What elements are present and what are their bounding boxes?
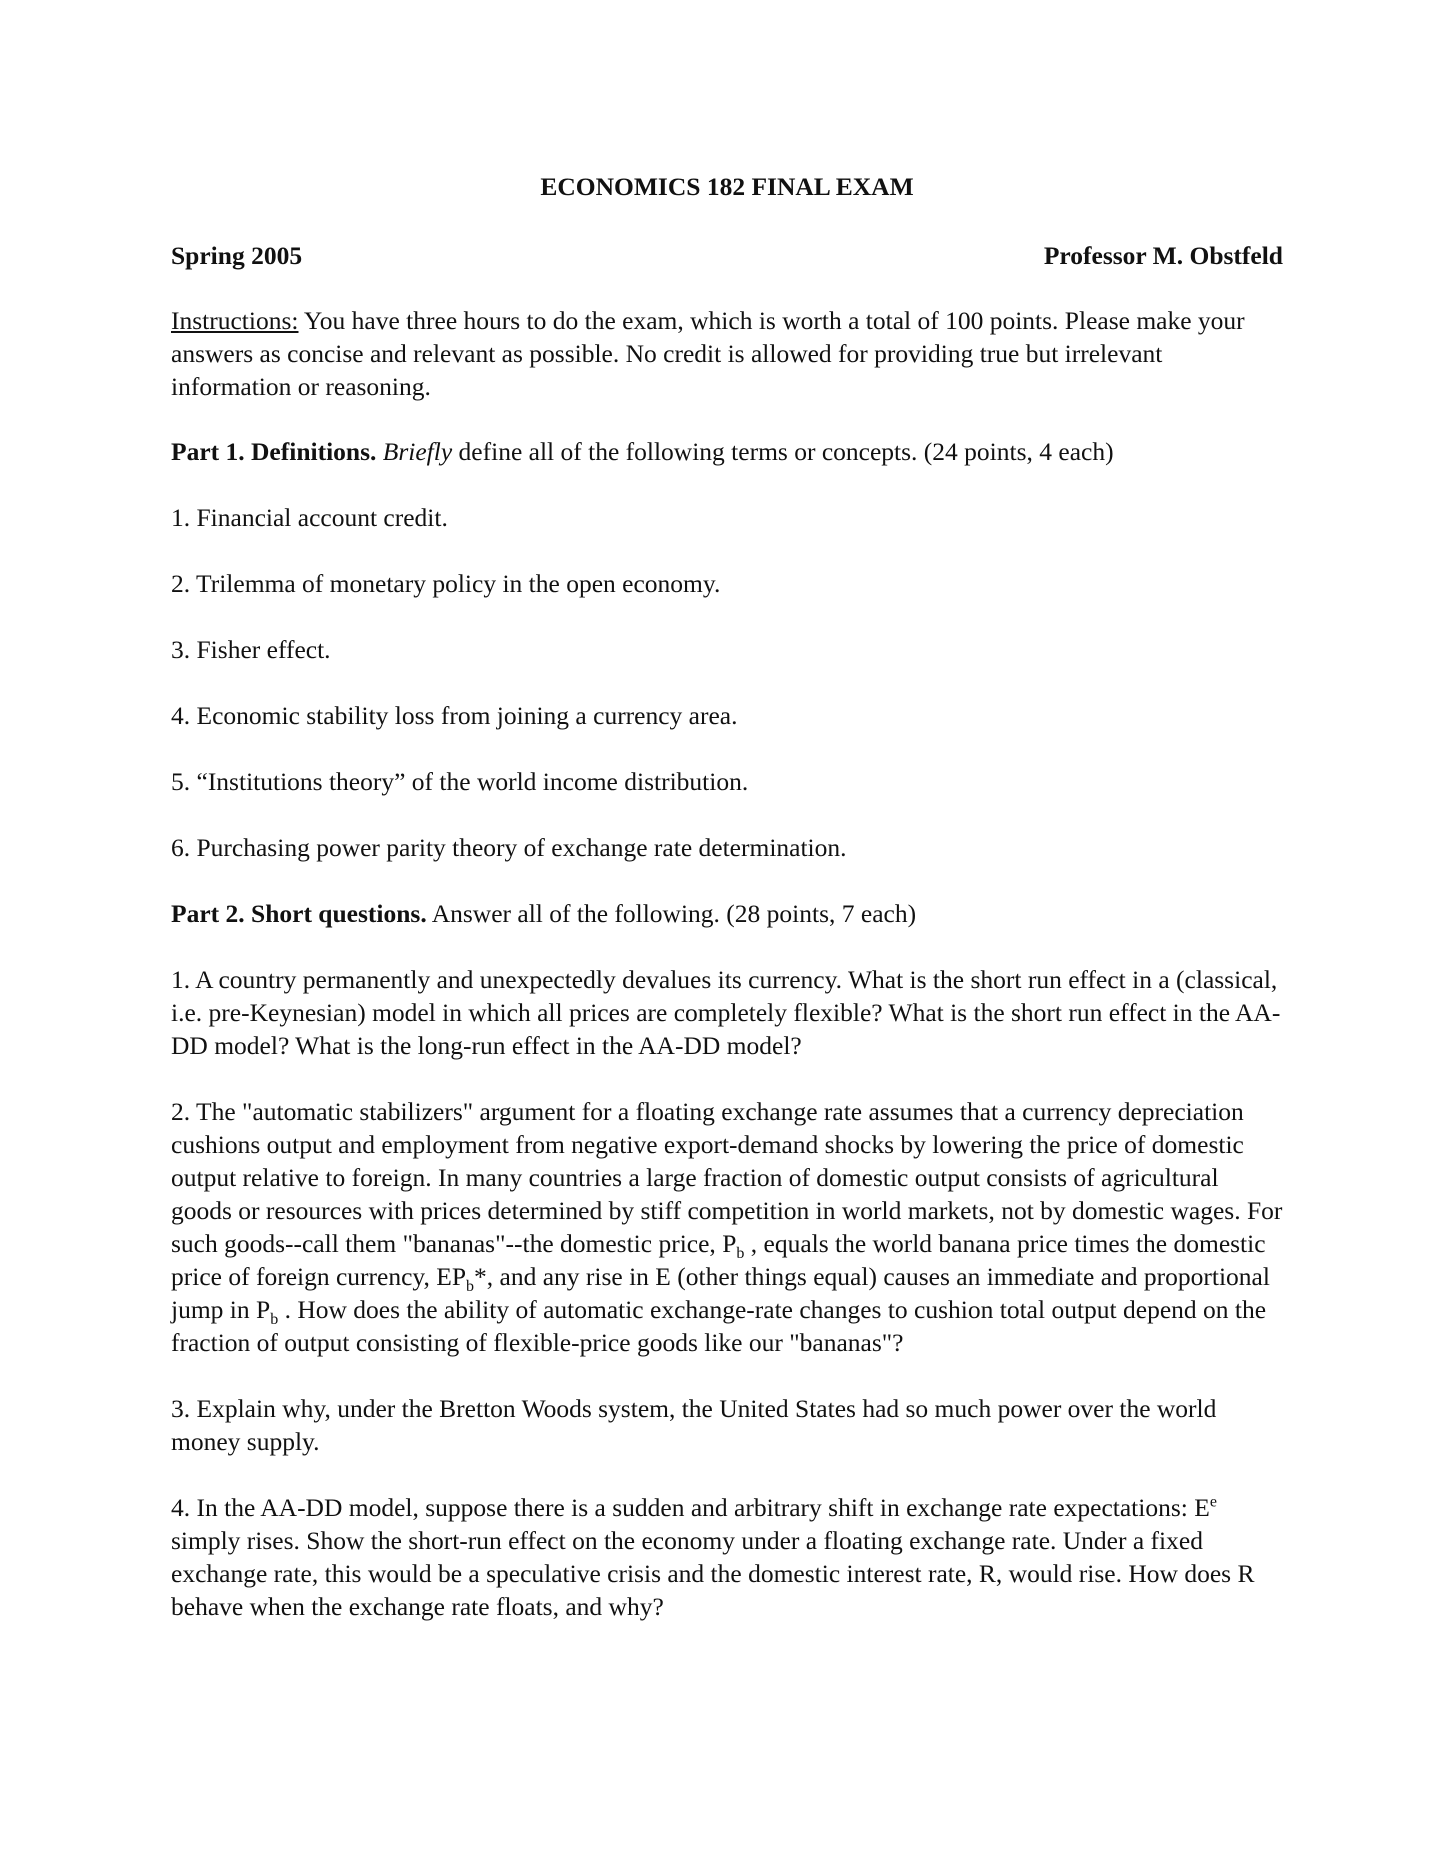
question-2-text-d: . How does the ability of automatic exchange-rate changes to cushion total output depend on the fraction of output consisting of flexible-price goods like our "bananas"? <box>171 1295 1267 1357</box>
expectation-superscript: e <box>1209 1493 1217 1511</box>
price-subscript: b <box>736 1245 745 1263</box>
question-4-text-b: simply rises. Show the short-run effect on the economy under a floating exchange rate. Under a fixed exchange rate, this would be a speculative crisis and the domestic interest rate, R, would rise. How does R behave when the exchange rate floats, and why? <box>171 1526 1255 1621</box>
question-2-text-a: 2. The "automatic stabilizers" argument for a floating exchange rate assumes that a currency depreciation cushions output and employment from negative export-demand shocks by lowering the price of domestic output relative to foreign. In many countries a large fraction of domestic output consists of agricultural goods or resources with prices determined by stiff competition in world markets, not by domestic wages. For such goods--call them "bananas"--the domestic price, <box>171 1097 1283 1258</box>
instructions <box>171 304 1283 403</box>
part1-heading <box>171 435 1283 468</box>
question-3: 3. Explain why, under the Bretton Woods system, the United States had so much power over the world money supply. <box>171 1394 1217 1456</box>
question-1: 1. A country permanently and unexpectedly devalues its currency. What is the short run effect in a (classical, i.e. pre-Keynesian) model in which all prices are completely flexible? What is the short run effect in the AA-DD model? What is the long-run effect in the AA-DD model? <box>171 965 1281 1060</box>
question-4-text-a: 4. In the AA-DD model, suppose there is a sudden and arbitrary shift in exchange rate expectations: E <box>171 1493 1210 1522</box>
question-2-text-b: , equals the world banana price times the domestic price of foreign currency, EP <box>171 1229 1266 1291</box>
price-subscript: b <box>270 1311 279 1329</box>
header-row <box>171 239 1283 272</box>
definition-item-6: 6. Purchasing power parity theory of exchange rate determination. <box>171 833 847 862</box>
question-4 <box>171 1491 1283 1623</box>
part1-instructions: define all of the following terms or concepts. (24 points, 4 each) <box>452 437 1114 466</box>
part1-title: Part 1. Definitions. <box>171 437 377 466</box>
definition-item-1: 1. Financial account credit. <box>171 503 448 532</box>
instructions-text: You have three hours to do the exam, which is worth a total of 100 points. Please make your answers as concise and relevant as possible. No credit is allowed for providing true but irrelevant information or reasoning. <box>171 306 1245 401</box>
price-symbol: P <box>256 1295 271 1324</box>
question-2-text-c: *, and any rise in E (other things equal) causes an immediate and proportional jump in <box>171 1262 1270 1324</box>
definition-item-4: 4. Economic stability loss from joining a currency area. <box>171 701 738 730</box>
definition-item-2: 2. Trilemma of monetary policy in the open economy. <box>171 569 721 598</box>
exam-page <box>171 170 1283 1623</box>
instructions-label: Instructions: <box>171 306 299 335</box>
price-subscript: b <box>466 1278 475 1296</box>
exam-title: ECONOMICS 182 FINAL EXAM <box>540 172 914 201</box>
question-2 <box>171 1095 1283 1359</box>
professor-name: Professor M. Obstfeld <box>1043 241 1283 270</box>
definition-item-5: 5. “Institutions theory” of the world income distribution. <box>171 767 749 796</box>
part2-title: Part 2. Short questions. <box>171 899 427 928</box>
definition-item-3: 3. Fisher effect. <box>171 635 331 664</box>
price-symbol: P <box>722 1229 737 1258</box>
exam-term: Spring 2005 <box>171 241 303 270</box>
part2-instructions: Answer all of the following. (28 points, 7 each) <box>426 899 917 928</box>
part1-emphasis: Briefly <box>382 437 453 466</box>
part2-heading <box>171 897 1283 930</box>
